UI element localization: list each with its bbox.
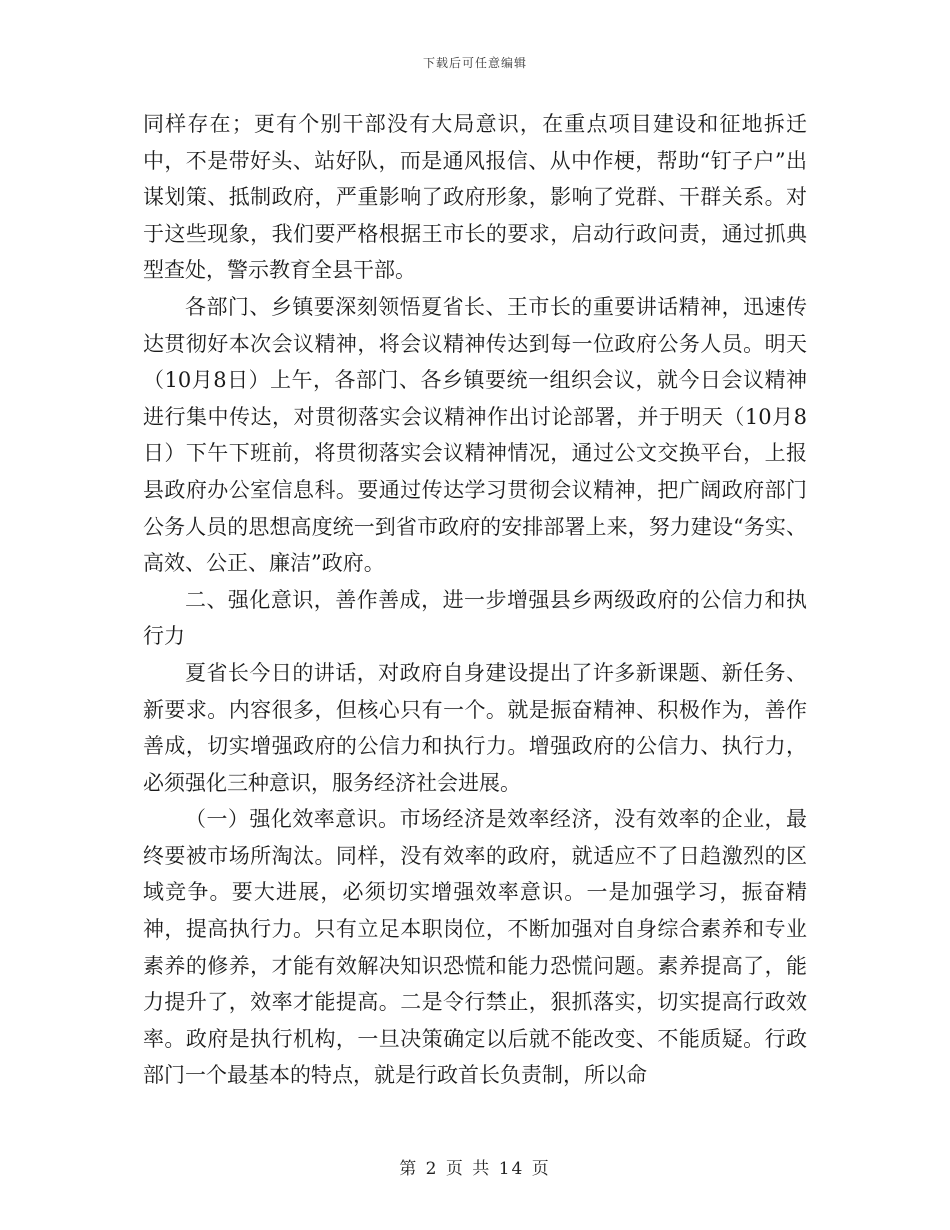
paragraph: （一）强化效率意识。市场经济是效率经济，没有效率的企业，最终要被市场所淘汰。同样，没有效率的政府，就适应不了日趋激烈的区域竞争。要大进展，必须切实增强效率意识。一是加强学习，振奋精神，提高执行力。只有立足本职岗位，不断加强对自身综合素养和专业素养的修养，才能有效解决知识恐慌和能力恐慌问题。素养提高了，能力提升了，效率才能提高。二是令行禁止，狠抓落实，切实提高行政效率。政府是执行机构，一旦决策确定以后就不能改变、不能质疑。行政部门一个最基本的特点，就是行政首长负责制，所以命 — [143, 807, 807, 1088]
paragraph: 各部门、乡镇要深刻领悟夏省长、王市长的重要讲话精神，迅速传达贯彻好本次会议精神，将会议精神传达到每一位政府公务人员。明天（10月8日）上午，各部门、各乡镇要统一组织会议，就今日会议精神进行集中传达，对贯彻落实会议精神作出讨论部署，并于明天（10月8日）下午下班前，将贯彻落实会议精神情况，通过公文交换平台，上报县政府办公室信息科。要通过传达学习贯彻会议精神，把广阔政府部门公务人员的思想高度统一到省市政府的安排部署上来，努力建设“务实、高效、公正、廉洁”政府。 — [143, 294, 807, 576]
section-heading: 二、强化意识，善作善成，进一步增强县乡两级政府的公信力和执行力 — [143, 587, 807, 649]
paragraph: 夏省长今日的讲话，对政府自身建设提出了许多新课题、新任务、新要求。内容很多，但核心只有一个。就是振奋精神、积极作为，善作善成，切实增强政府的公信力和执行力。增强政府的公信力、执行力，必须强化三种意识，服务经济社会进展。 — [143, 660, 807, 795]
document-body — [143, 106, 807, 1094]
paragraph-continuation: 同样存在；更有个别干部没有大局意识，在重点项目建设和征地拆迁中，不是带好头、站好队，而是通风报信、从中作梗，帮助“钉子户”出谋划策、抵制政府，严重影响了政府形象，影响了党群、干群关系。对于这些现象，我们要严格根据王市长的要求，启动行政问责，通过抓典型查处，警示教育全县干部。 — [143, 112, 807, 283]
page-number-footer: 第 2 页 共 14 页 — [399, 1159, 551, 1179]
page-header: 下载后可任意编辑 — [422, 56, 527, 70]
